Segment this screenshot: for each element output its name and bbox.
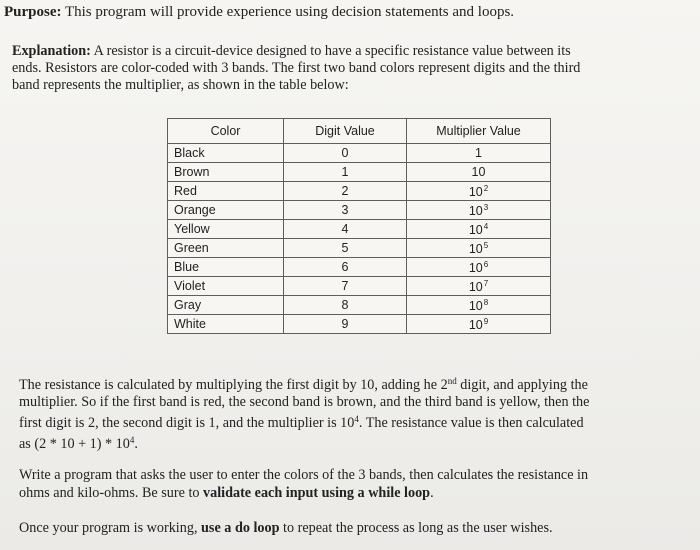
multiplier-exponent: 8: [483, 297, 489, 307]
multiplier-base: 10: [471, 165, 486, 179]
multiplier-base: 10: [468, 279, 483, 294]
do-loop-paragraph: [19, 520, 553, 537]
multiplier-exponent: 7: [483, 278, 489, 288]
multiplier-cell: [407, 315, 551, 334]
table-row: [168, 315, 551, 334]
table-row: [168, 277, 551, 296]
multiplier-cell: [407, 201, 551, 220]
color-cell: White: [168, 315, 284, 334]
multiplier-cell: [407, 220, 551, 239]
resistance-calculation-paragraph: [19, 373, 691, 453]
calc-exponent-2: 4: [129, 435, 135, 445]
calc-exponent-1: 4: [354, 414, 359, 424]
color-cell: Violet: [168, 277, 284, 296]
multiplier-base: 10: [468, 203, 483, 218]
multiplier-cell: [407, 296, 551, 315]
multiplier-base: 10: [468, 260, 483, 275]
table-row: [168, 239, 551, 258]
multiplier-base: 10: [468, 222, 483, 237]
digit-cell: 7: [284, 277, 407, 296]
explanation-line-2: ends. Resistors are color-coded with 3 bands. The first two band colors represent digits and the third: [12, 60, 581, 76]
purpose-text: This program will provide experience using decision statements and loops.: [61, 4, 515, 20]
header-multiplier-value: Multiplier Value: [407, 119, 551, 144]
calc-line-3: [19, 411, 691, 432]
calc-text-3a: first digit is 2, the second digit is 1, and the multiplier is 10: [19, 415, 355, 431]
multiplier-cell: [407, 258, 551, 277]
table-row: [168, 144, 551, 163]
calc-text-1a: The resistance is calculated by multiplying the first digit by 10, adding he 2: [19, 377, 448, 393]
multiplier-cell: [407, 277, 551, 296]
multiplier-cell: [407, 163, 551, 182]
multiplier-base: 10: [468, 317, 483, 332]
multiplier-base: 10: [468, 298, 483, 313]
digit-cell: 0: [284, 144, 407, 163]
instructions-text-2a: ohms and kilo-ohms. Be sure to: [19, 485, 204, 501]
multiplier-exponent: 5: [483, 240, 489, 250]
do-loop-text-a: Once your program is working,: [19, 520, 202, 536]
multiplier-cell: [407, 144, 551, 163]
instructions-line-2: [19, 484, 691, 502]
calc-line-4: [19, 432, 691, 453]
table-row: [168, 296, 551, 315]
multiplier-exponent: 9: [483, 316, 489, 326]
multiplier-exponent: 4: [483, 221, 489, 231]
explanation-paragraph: [12, 43, 700, 94]
purpose-line: [4, 4, 514, 21]
explanation-text-1: A resistor is a circuit-device designed to have a specific resistance value between its: [90, 43, 571, 59]
explanation-label: Explanation:: [12, 43, 91, 59]
table-row: [168, 163, 551, 182]
header-digit-value: Digit Value: [284, 119, 407, 144]
table-row: [168, 201, 551, 220]
do-loop-text-b: to repeat the process as long as the user wishes.: [279, 520, 553, 536]
header-color: Color: [168, 119, 284, 144]
resistor-color-table: [167, 118, 551, 334]
table-header-row: [168, 119, 551, 144]
instructions-bold-while-loop: validate each input using a while loop: [203, 485, 431, 501]
do-loop-bold: use a do loop: [201, 520, 280, 536]
calc-superscript-nd: nd: [447, 376, 457, 386]
digit-cell: 9: [284, 315, 407, 334]
table-row: [168, 182, 551, 201]
color-cell: Black: [168, 144, 284, 163]
purpose-label: Purpose:: [4, 4, 62, 20]
calc-text-3b: . The resistance value is then calculated: [358, 415, 584, 431]
program-instructions-paragraph: [19, 466, 691, 502]
multiplier-cell: [407, 239, 551, 258]
digit-cell: 3: [284, 201, 407, 220]
calc-line-2: multiplier. So if the first band is red, the second band is brown, and the third band is yellow, then the: [19, 394, 590, 410]
calc-text-4b: .: [134, 436, 138, 452]
explanation-line-3: band represents the multiplier, as shown in the table below:: [12, 77, 349, 93]
calc-text-1b: digit, and applying the: [456, 377, 588, 393]
calc-text-4a: as (2 * 10 + 1) * 10: [19, 436, 130, 452]
digit-cell: 2: [284, 182, 407, 201]
color-cell: Brown: [168, 163, 284, 182]
color-cell: Green: [168, 239, 284, 258]
instructions-line-1: Write a program that asks the user to enter the colors of the 3 bands, then calculates the resistance in: [19, 467, 589, 483]
table-row: [168, 220, 551, 239]
digit-cell: 6: [284, 258, 407, 277]
digit-cell: 1: [284, 163, 407, 182]
multiplier-base: 10: [468, 184, 483, 199]
table-row: [168, 258, 551, 277]
color-cell: Blue: [168, 258, 284, 277]
multiplier-cell: [407, 182, 551, 201]
digit-cell: 8: [284, 296, 407, 315]
color-cell: Yellow: [168, 220, 284, 239]
explanation-line-1: [12, 43, 700, 60]
multiplier-base: 1: [475, 146, 482, 160]
digit-cell: 5: [284, 239, 407, 258]
color-cell: Red: [168, 182, 284, 201]
color-cell: Orange: [168, 201, 284, 220]
multiplier-exponent: 3: [483, 202, 489, 212]
table-body: [168, 144, 551, 334]
multiplier-exponent: 2: [483, 183, 489, 193]
calc-line-1: [19, 373, 691, 394]
multiplier-base: 10: [468, 241, 483, 256]
multiplier-exponent: 6: [483, 259, 489, 269]
color-cell: Gray: [168, 296, 284, 315]
instructions-text-2b: .: [430, 485, 434, 501]
digit-cell: 4: [284, 220, 407, 239]
